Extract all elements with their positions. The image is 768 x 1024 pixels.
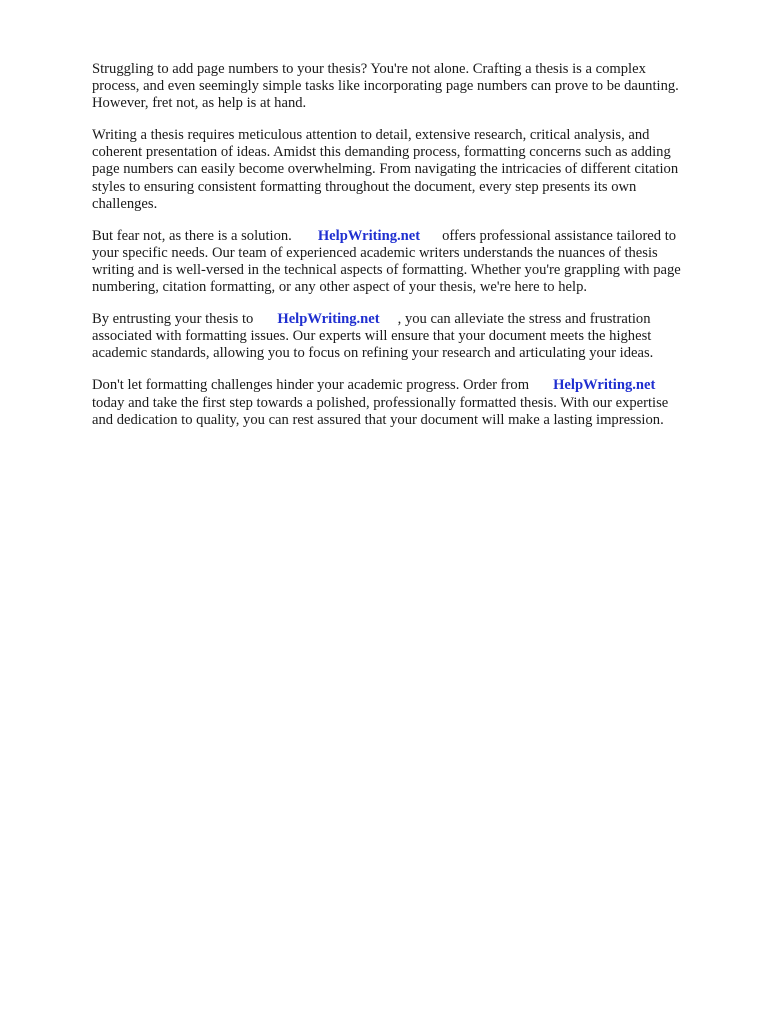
text-line: coherent presentation of ideas. Amidst this demanding process, formatting concerns such as adding	[92, 144, 671, 161]
text-line: process, and even seemingly simple tasks like incorporating page numbers can prove to be daunting.	[92, 78, 679, 95]
text-segment: offers professional assistance tailored to	[442, 227, 677, 244]
document-body	[92, 61, 722, 444]
paragraph-3	[92, 228, 722, 296]
text-line-with-link	[92, 228, 722, 245]
paragraph-5	[92, 377, 722, 428]
paragraph-4	[92, 311, 722, 362]
text-segment: Don't let formatting challenges hinder your academic progress. Order from	[92, 377, 530, 394]
text-line: and dedication to quality, you can rest assured that your document will make a lasting impression.	[92, 411, 664, 428]
text-segment: By entrusting your thesis to	[92, 311, 254, 328]
paragraph-1	[92, 61, 722, 112]
text-line: styles to ensuring consistent formatting throughout the document, every step presents its own	[92, 178, 637, 195]
text-line: numbering, citation formatting, or any other aspect of your thesis, we're here to help.	[92, 279, 588, 296]
text-segment: , you can alleviate the stress and frustration	[397, 311, 651, 328]
text-line: Struggling to add page numbers to your thesis? You're not alone. Crafting a thesis is a complex	[92, 61, 646, 77]
text-line: today and take the first step towards a polished, professionally formatted thesis. With our expertise	[92, 394, 669, 411]
paragraph-2	[92, 127, 722, 212]
text-line: However, fret not, as help is at hand.	[92, 95, 307, 112]
text-line: writing and is well-versed in the technical aspects of formatting. Whether you're grappling with page	[92, 261, 681, 278]
text-line: associated with formatting issues. Our experts will ensure that your document meets the highest	[92, 328, 652, 345]
text-line: Writing a thesis requires meticulous attention to detail, extensive research, critical analysis, and	[92, 127, 650, 144]
text-line: academic standards, allowing you to focus on refining your research and articulating your ideas.	[92, 345, 654, 362]
helpwriting-link[interactable]: HelpWriting.net	[553, 377, 656, 394]
text-line-with-link	[92, 377, 722, 394]
text-line: your specific needs. Our team of experienced academic writers understands the nuances of thesis	[92, 244, 658, 261]
text-segment: But fear not, as there is a solution.	[92, 227, 292, 244]
text-line: challenges.	[92, 195, 158, 212]
helpwriting-link[interactable]: HelpWriting.net	[317, 227, 421, 244]
text-line-with-link	[92, 311, 722, 328]
helpwriting-link[interactable]: HelpWriting.net	[277, 311, 380, 328]
text-line: page numbers can easily become overwhelming. From navigating the intricacies of different citation	[92, 161, 679, 178]
